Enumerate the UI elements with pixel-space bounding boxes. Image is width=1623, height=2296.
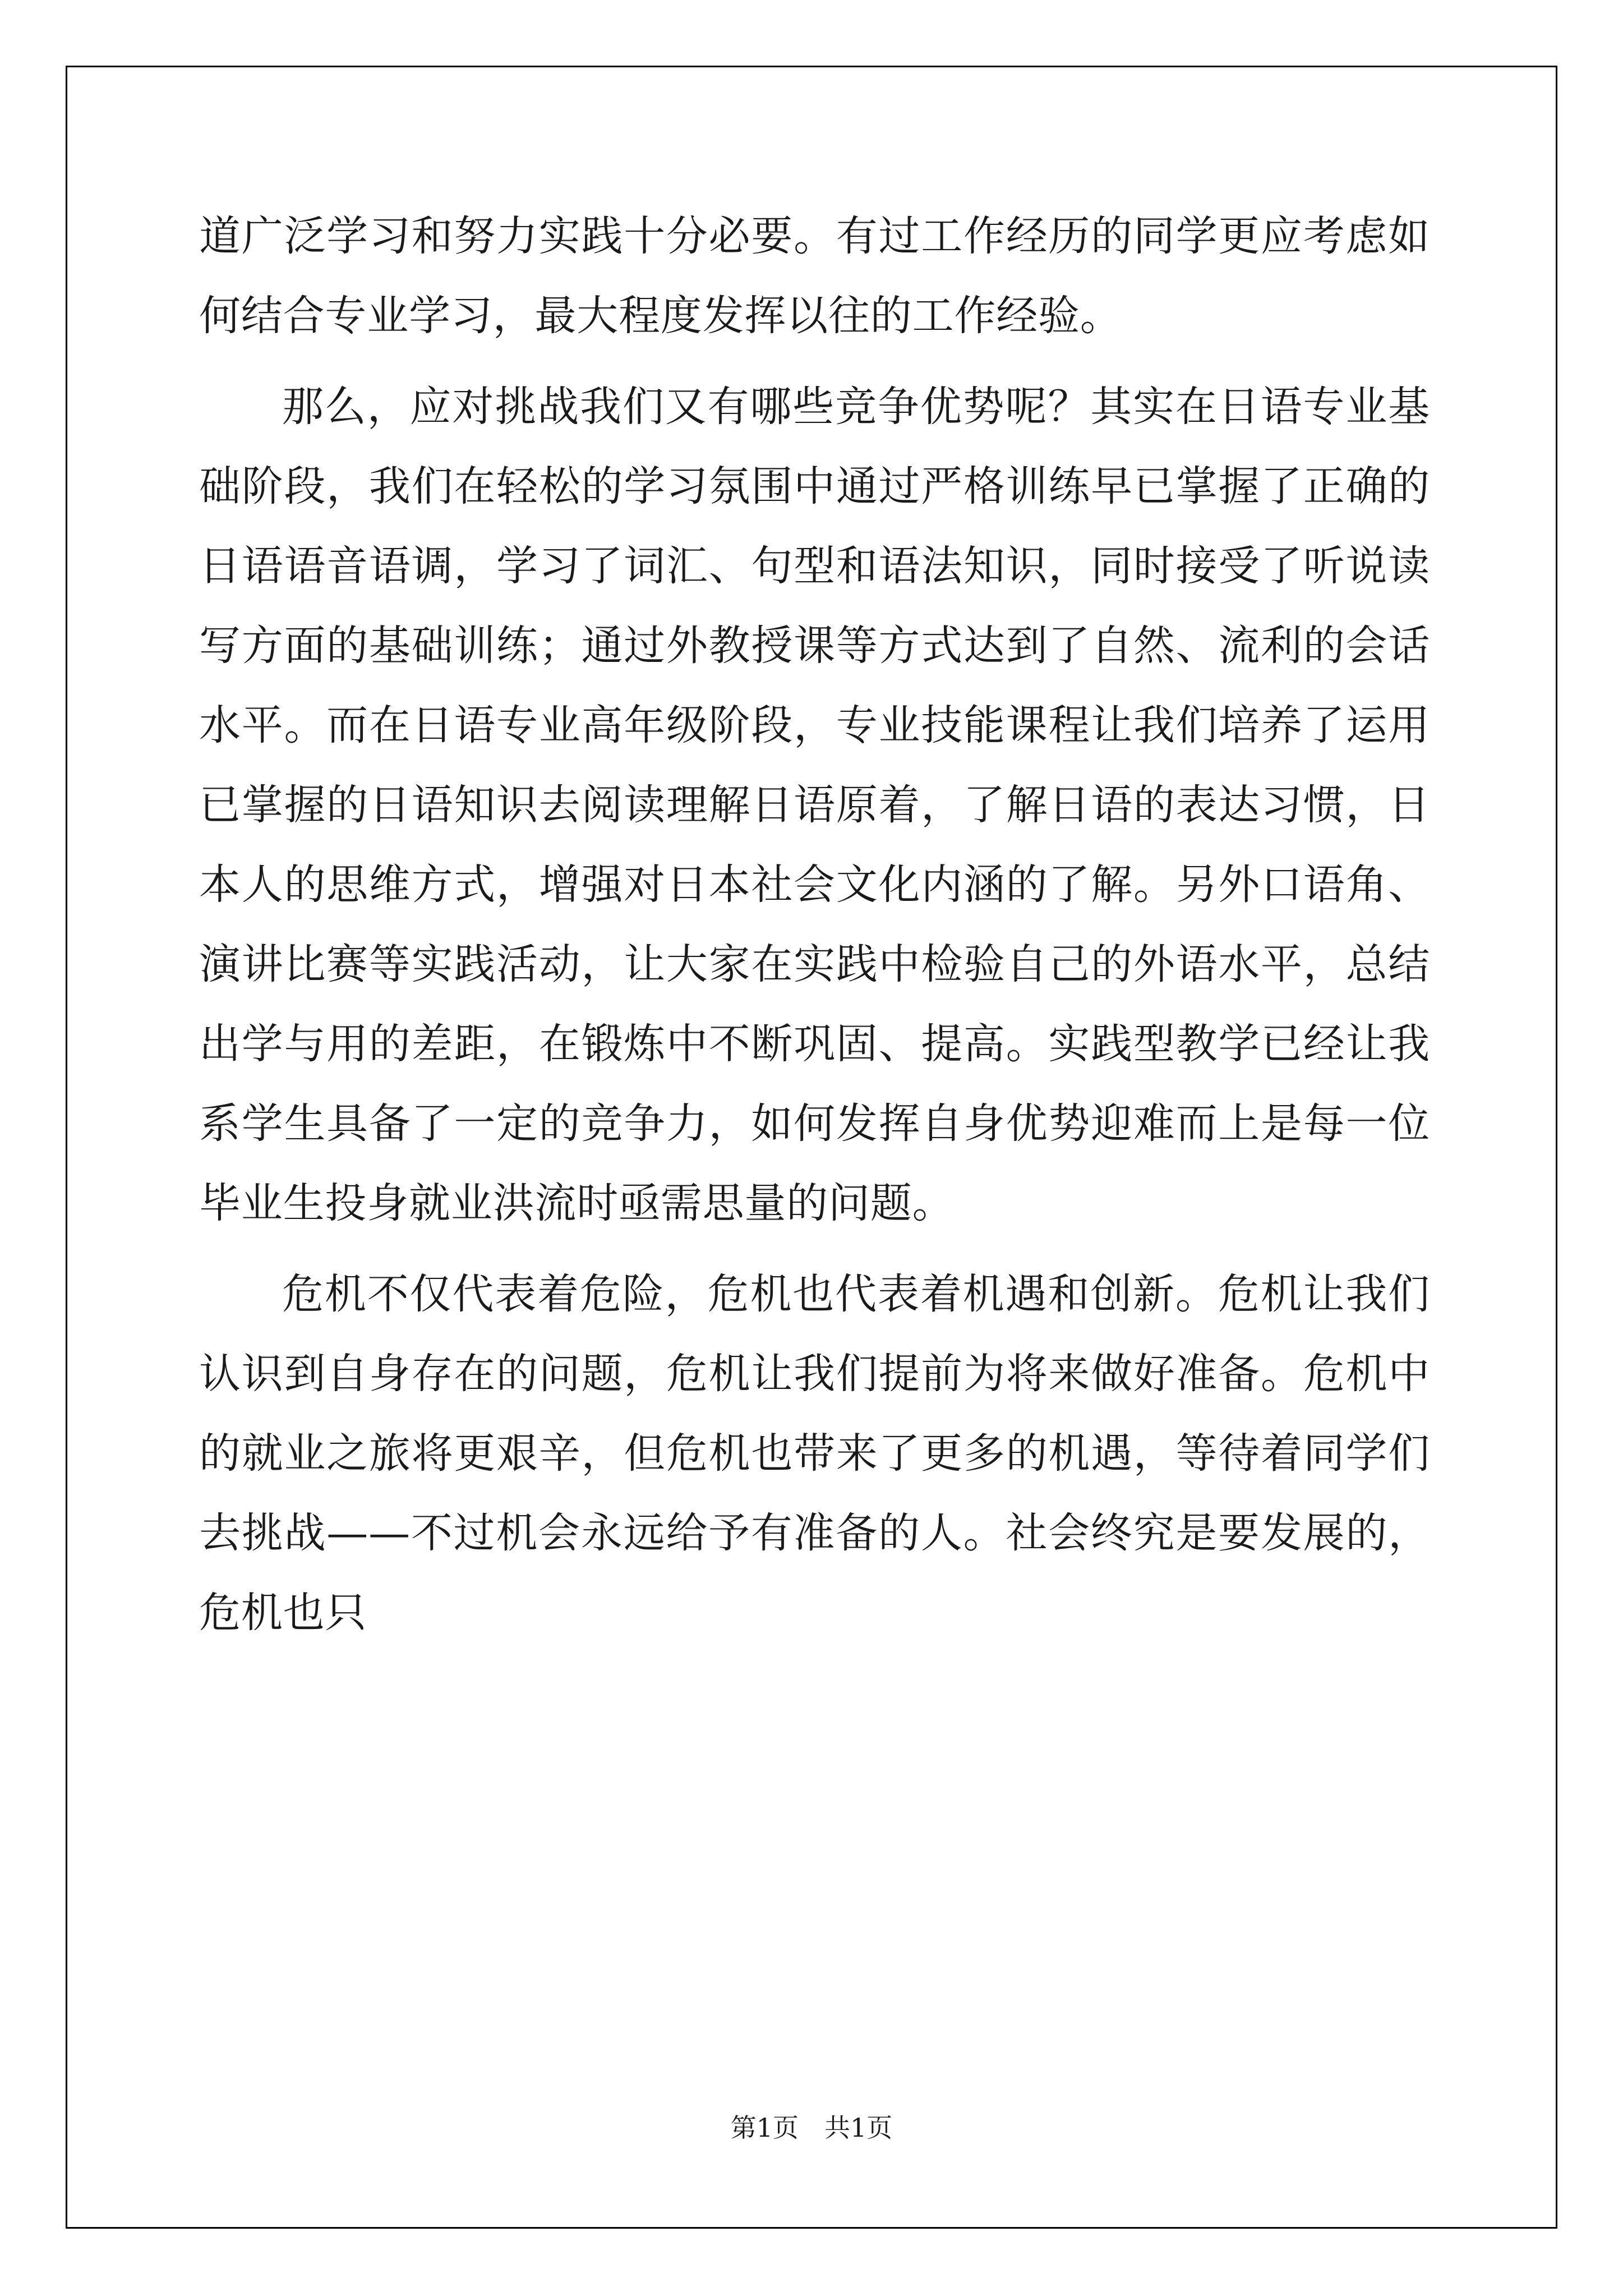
paragraph-3: 危机不仅代表着危险，危机也代表着机遇和创新。危机让我们认识到自身存在的问题，危机让我们提前为将来做好准备。危机中的就业之旅将更艰辛，但危机也带来了更多的机遇，等待着同学们去挑战——不过机会永远给予有准备的人。社会终究是要发展的，危机也只 [199,1270,1430,1637]
page-total: 共1页 [824,2113,893,2143]
page-number: 第1页 [730,2113,799,2143]
paragraph-2: 那么，应对挑战我们又有哪些竞争优势呢？其实在日语专业基础阶段，我们在轻松的学习氛围中通过严格训练早已掌握了正确的日语语音语调，学习了词汇、句型和语法知识，同时接受了听说读写方面的基础训练；通过外教授课等方式达到了自然、流利的会话水平。而在日语专业高年级阶段，专业技能课程让我们培养了运用已掌握的日语知识去阅读理解日语原着，了解日语的表达习惯，日本人的思维方式，增强对日本社会文化内涵的了解。另外口语角、演讲比赛等实践活动，让大家在实践中检验自己的外语水平，总结出学与用的差距，在锻炼中不断巩固、提高。实践型教学已经让我系学生具备了一定的竞争力，如何发挥自身优势迎难而上是每一位毕业生投身就业洪流时亟需思量的问题。 [199,383,1430,1227]
document-body [199,196,1430,1664]
paragraph-1: 道广泛学习和努力实践十分必要。有过工作经历的同学更应考虑如何结合专业学习，最大程度发挥以往的工作经验。 [199,212,1430,340]
page-footer [0,2108,1623,2145]
